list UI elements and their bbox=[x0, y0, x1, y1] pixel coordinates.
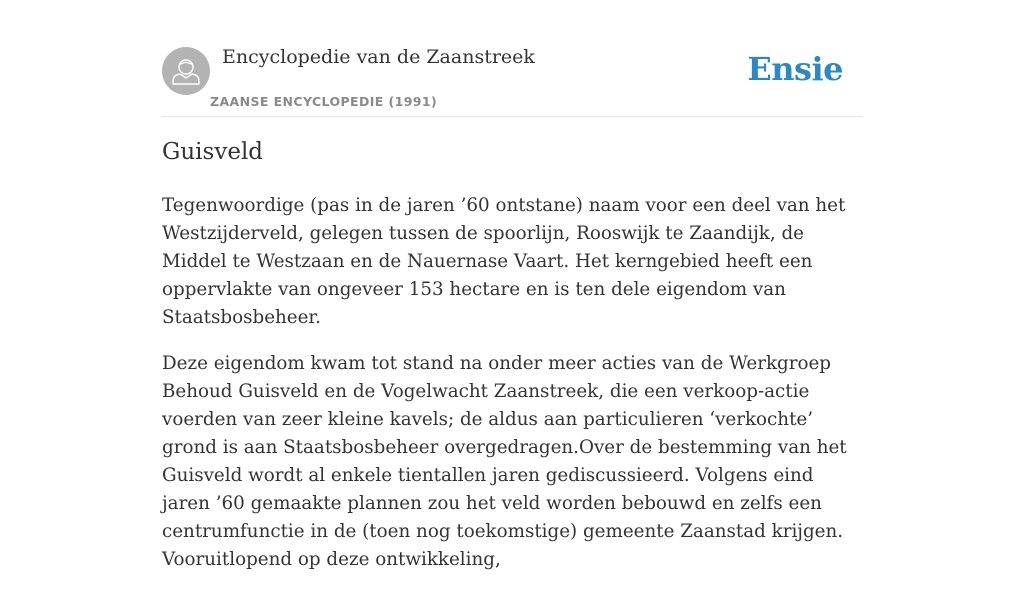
source-subtitle[interactable]: ZAANSE ENCYCLOPEDIE (1991) bbox=[210, 94, 438, 109]
entry-paragraph: Deze eigendom kwam tot stand na onder meer acties van de Werkgroep Behoud Guisveld en de Vogelwacht Zaanstreek, die een verkoop-actie voerden van zeer kleine kavels; de aldus aan particulieren ‘verkochte’ grond is aan Staatsbosbeheer overgedragen.Over de bestemming van het Guisveld wordt al enkele tientallen jaren gediscussieerd. Volgens eind jaren ’60 gemaakte plannen zou het veld worden bebouwd en zelfs een centrumfunctie in de (toen nog toekomstige) gemeente Zaanstad krijgen. Vooruitlopend op deze ontwikkeling, bbox=[162, 353, 847, 570]
ensie-logo[interactable]: Ensie bbox=[747, 50, 843, 88]
entry-paragraph: Tegenwoordige (pas in de jaren ’60 ontstane) naam voor een deel van het Westzijderveld, gelegen tussen de spoorlijn, Rooswijk te Zaandijk, de Middel te Westzaan en de Nauernase Vaart. Het kerngebied heeft een oppervlakte van ongeveer 153 hectare en is ten dele eigendom van Staatsbosbeheer. bbox=[162, 195, 846, 328]
entry-page bbox=[162, 0, 862, 570]
entry-title: Guisveld bbox=[162, 139, 264, 165]
source-title[interactable]: Encyclopedie van de Zaanstreek bbox=[222, 46, 535, 68]
source-header bbox=[162, 0, 862, 117]
entry-body bbox=[162, 192, 862, 592]
user-silhouette-icon[interactable] bbox=[162, 47, 210, 95]
